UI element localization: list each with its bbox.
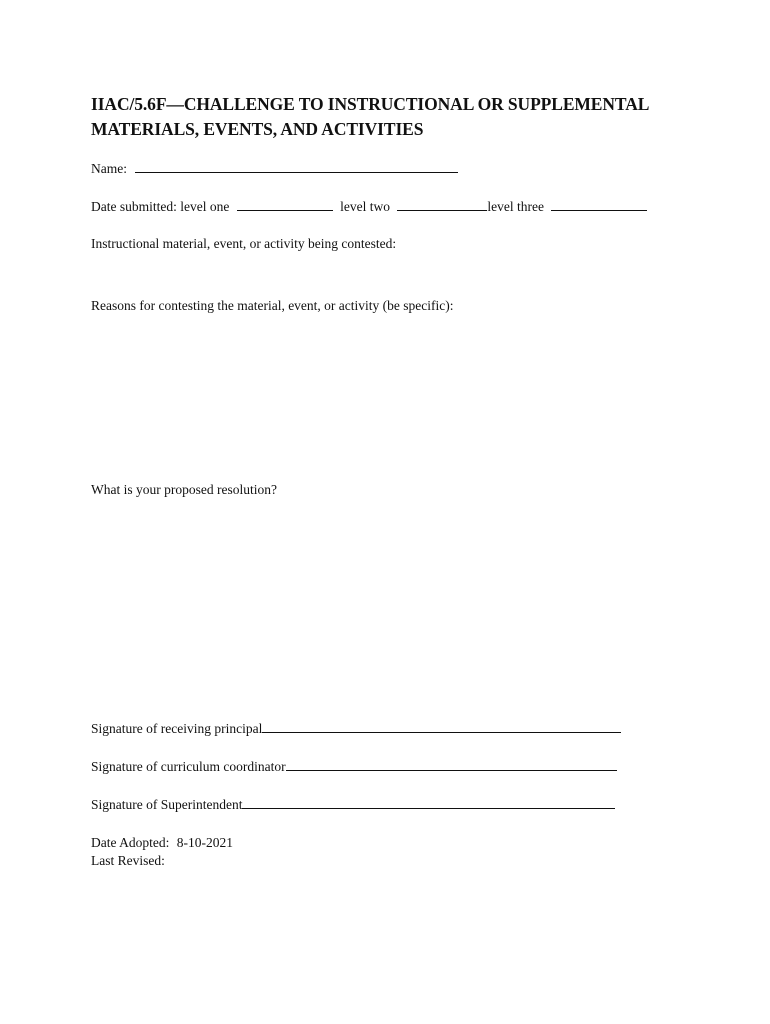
- date-submitted-row: [91, 198, 647, 216]
- coordinator-signature-row: [91, 758, 617, 776]
- level-one-blank[interactable]: [237, 198, 333, 211]
- date-adopted-label: Date Adopted:: [91, 835, 170, 850]
- form-title-line-2: MATERIALS, EVENTS, AND ACTIVITIES: [91, 119, 424, 139]
- principal-signature-row: [91, 720, 621, 738]
- name-label: Name:: [91, 161, 127, 176]
- level-two-label: level two: [340, 199, 390, 214]
- superintendent-signature-label: Signature of Superintendent: [91, 797, 243, 812]
- name-field-row: [91, 160, 458, 178]
- superintendent-signature-row: [91, 796, 615, 814]
- last-revised-row: [91, 852, 165, 870]
- form-title-line-1: IIAC/5.6F—CHALLENGE TO INSTRUCTIONAL OR SUPPLEMENTAL: [91, 94, 650, 114]
- level-two-blank[interactable]: [397, 198, 487, 211]
- reasons-row: [91, 297, 454, 315]
- resolution-label: What is your proposed resolution?: [91, 482, 277, 497]
- last-revised-label: Last Revised:: [91, 853, 165, 868]
- principal-signature-line[interactable]: [262, 720, 621, 733]
- coordinator-signature-label: Signature of curriculum coordinator: [91, 759, 286, 774]
- reasons-label: Reasons for contesting the material, event, or activity (be specific):: [91, 298, 454, 313]
- level-three-label: level three: [487, 199, 544, 214]
- date-submitted-label: Date submitted: level one: [91, 199, 230, 214]
- superintendent-signature-line[interactable]: [242, 796, 615, 809]
- resolution-row: [91, 481, 277, 499]
- principal-signature-label: Signature of receiving principal: [91, 721, 263, 736]
- level-three-blank[interactable]: [551, 198, 647, 211]
- date-adopted-value: 8-10-2021: [176, 835, 233, 850]
- material-contested-row: [91, 235, 396, 253]
- name-blank[interactable]: [135, 160, 458, 173]
- material-contested-label: Instructional material, event, or activity being contested:: [91, 236, 397, 251]
- date-adopted-row: [91, 834, 233, 852]
- coordinator-signature-line[interactable]: [286, 758, 617, 771]
- form-title: [91, 92, 711, 142]
